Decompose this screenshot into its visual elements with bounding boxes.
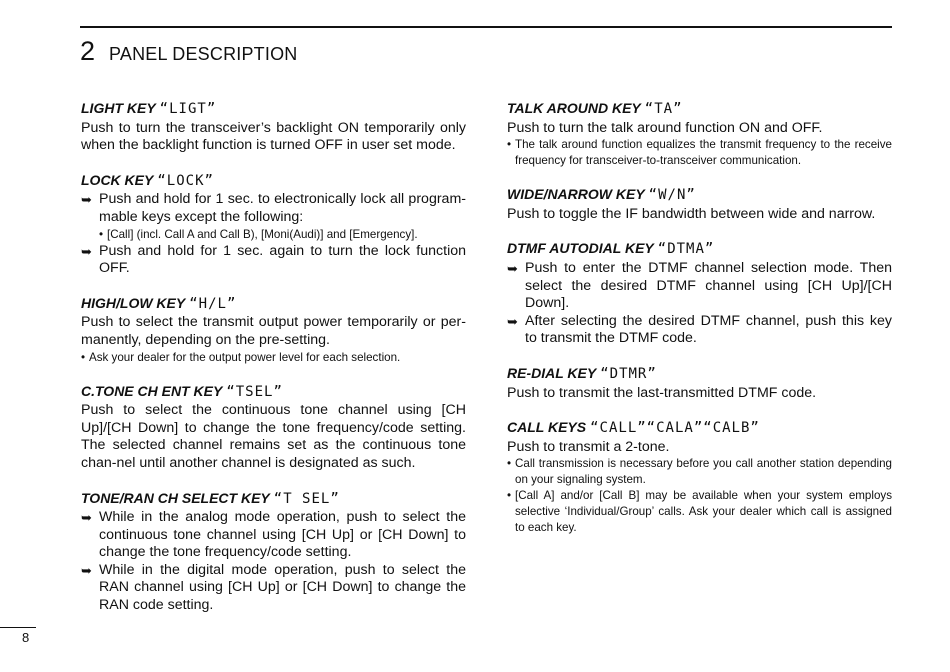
redial-key-heading: RE-DIAL KEY bbox=[507, 364, 597, 381]
tone-ran-bullet-2: While in the digital mode operation, push to select the RAN channel using [CH Up] or [CH Down] to change the RAN code setting. bbox=[99, 561, 466, 614]
arrow-bullet-icon: ➥ bbox=[81, 562, 92, 578]
arrow-bullet-icon: ➥ bbox=[507, 260, 518, 276]
ctone-key-section: C.TONE CH ENT KEY “TSEL” Push to select the continuous tone channel using [CH Up]/[CH Down] to change the tone frequency/code setting. The selected channel remains set as the continuous tone chan-nel until another channel is designated as such. bbox=[81, 382, 466, 471]
wide-narrow-key-lcd: W/N bbox=[658, 187, 687, 204]
wide-narrow-key-heading: WIDE/NARROW KEY bbox=[507, 186, 645, 203]
arrow-bullet-icon: ➥ bbox=[81, 510, 92, 526]
dtmf-autodial-key-heading: DTMF AUTODIAL KEY bbox=[507, 240, 654, 257]
ctone-key-text: Push to select the continuous tone channel using [CH Up]/[CH Down] to change the tone frequency/code setting. The selected channel remains set as the continuous tone chan-nel until another channel is designated as such. bbox=[81, 402, 466, 471]
right-column bbox=[507, 100, 892, 553]
light-key-lcd: LIGT bbox=[169, 101, 207, 117]
talk-around-key-lcd: TA bbox=[654, 101, 674, 117]
high-low-key-text: Push to select the transmit output power temporarily or per-manently, depending on the pre-setting. bbox=[81, 314, 466, 348]
light-key-heading: LIGHT KEY bbox=[81, 100, 156, 116]
top-rule bbox=[80, 26, 892, 28]
ctone-key-lcd: TSEL bbox=[235, 383, 274, 400]
section-number: 2 bbox=[80, 36, 96, 66]
arrow-bullet-icon: ➥ bbox=[81, 192, 92, 208]
call-keys-lcd-call: CALL bbox=[599, 420, 638, 437]
tone-ran-key-lcd: T SEL bbox=[283, 490, 331, 507]
dtmf-autodial-key-section: DTMF AUTODIAL KEY “DTMA” ➥ Push to enter the DTMF channel selection mode. Then select the desired DTMF channel using [CH Up]/[CH Down]. ➥ After selecting the desired DTMF channel, push this key to transmit the DTMF code. bbox=[507, 240, 892, 347]
arrow-bullet-icon: ➥ bbox=[81, 243, 92, 259]
lock-key-lcd: LOCK bbox=[166, 172, 205, 189]
lock-key-note: [Call] (incl. Call A and Call B), [Moni(Audi)] and [Emergency]. bbox=[107, 227, 418, 241]
lock-key-bullet-1: Push and hold for 1 sec. to electronically lock all program-mable keys except the following: bbox=[99, 191, 466, 225]
dtmf-autodial-bullet-2: After selecting the desired DTMF channel, push this key to transmit the DTMF code. bbox=[525, 312, 892, 347]
wide-narrow-key-section: WIDE/NARROW KEY “W/N” Push to toggle the IF bandwidth between wide and narrow. bbox=[507, 186, 892, 223]
redial-key-section: RE-DIAL KEY “DTMR” Push to transmit the last-transmitted DTMF code. bbox=[507, 365, 892, 402]
lock-key-section: LOCK KEY “LOCK” ➥ Push and hold for 1 sec. to electronically lock all program-mable keys except the following: • [Call] (incl. Call A and Call B), [Moni(Audi)] and [Emergency]. ➥ Push and hold for 1 sec. again to turn the lock function OFF. bbox=[81, 171, 466, 277]
light-key-text: Push to turn the transceiver’s backlight ON temporarily only when the backlight function is turned OFF in user set mode. bbox=[81, 119, 466, 154]
ctone-key-heading: C.TONE CH ENT KEY bbox=[81, 382, 223, 399]
call-keys-note-1: Call transmission is necessary before you call another station depending on your signaling system. bbox=[515, 457, 892, 487]
left-column bbox=[81, 100, 466, 632]
call-keys-section: CALL KEYS “CALL”“CALA”“CALB” Push to transmit a 2-tone. • Call transmission is necessary before you call another station depending on your signaling system. • [Call A] and/or [Call B] may be available when your system employs selective ‘Individual/Group’ calls. Ask your dealer which call is assigned to each key. bbox=[507, 419, 892, 535]
high-low-key-lcd: H/L bbox=[198, 295, 227, 312]
high-low-key-section: HIGH/LOW KEY “H/L” Push to select the transmit output power temporarily or per-manently, depending on the pre-setting. • Ask your dealer for the output power level for each selection. bbox=[81, 294, 466, 364]
talk-around-key-section: TALK AROUND KEY “TA” Push to turn the talk around function ON and OFF. • The talk around function equalizes the transmit frequency to the receive frequency for transceiver-to-transceiver communication. bbox=[507, 100, 892, 168]
call-keys-lcd-calb: CALB bbox=[712, 420, 751, 437]
section-title: PANEL DESCRIPTION bbox=[109, 44, 298, 64]
call-keys-heading: CALL KEYS bbox=[507, 419, 587, 436]
dtmf-autodial-bullet-1: Push to enter the DTMF channel selection mode. Then select the desired DTMF channel using [CH Up]/[CH Down]. bbox=[525, 259, 892, 312]
tone-ran-key-section: TONE/RAN CH SELECT KEY “T SEL” ➥ While in the analog mode operation, push to select the continuous tone channel using [CH Up] or [CH Down] to change the tone frequency/code setting. ➥ While in the digital mode operation, push to select the RAN channel using [CH Up] or [CH Down] to change the RAN code setting. bbox=[81, 489, 466, 614]
page-number: 8 bbox=[22, 630, 30, 645]
high-low-key-heading: HIGH/LOW KEY bbox=[81, 294, 186, 311]
section-header bbox=[80, 36, 297, 66]
talk-around-key-heading: TALK AROUND KEY bbox=[507, 100, 641, 116]
redial-key-text: Push to transmit the last-transmitted DTMF code. bbox=[507, 384, 817, 401]
wide-narrow-key-text: Push to toggle the IF bandwidth between wide and narrow. bbox=[507, 205, 876, 222]
page-number-rule bbox=[0, 627, 36, 628]
call-keys-text: Push to transmit a 2-tone. bbox=[507, 438, 670, 455]
tone-ran-key-heading: TONE/RAN CH SELECT KEY bbox=[81, 489, 270, 506]
dtmf-autodial-key-lcd: DTMA bbox=[667, 241, 705, 258]
call-keys-note-2: [Call A] and/or [Call B] may be available when your system employs selective ‘Individual/Group’ calls. Ask your dealer which call is assigned to each key. bbox=[515, 489, 892, 535]
light-key-section: LIGHT KEY “LIGT” Push to turn the transceiver’s backlight ON temporarily only when the backlight function is turned OFF in user set mode. bbox=[81, 100, 466, 154]
lock-key-heading: LOCK KEY bbox=[81, 171, 154, 188]
talk-around-key-text: Push to turn the talk around function ON and OFF. bbox=[507, 119, 823, 136]
talk-around-key-note: The talk around function equalizes the transmit frequency to the receive frequency for transceiver-to-transceiver communication. bbox=[515, 138, 892, 168]
lock-key-bullet-2: Push and hold for 1 sec. again to turn the lock function OFF. bbox=[99, 242, 466, 277]
high-low-key-note: Ask your dealer for the output power level for each selection. bbox=[89, 350, 401, 364]
tone-ran-bullet-1: While in the analog mode operation, push to select the continuous tone channel using [CH Up] or [CH Down] to change the tone frequency/code setting. bbox=[99, 509, 466, 561]
call-keys-lcd-cala: CALA bbox=[656, 420, 694, 437]
arrow-bullet-icon: ➥ bbox=[507, 313, 518, 329]
redial-key-lcd: DTMR bbox=[609, 365, 648, 382]
